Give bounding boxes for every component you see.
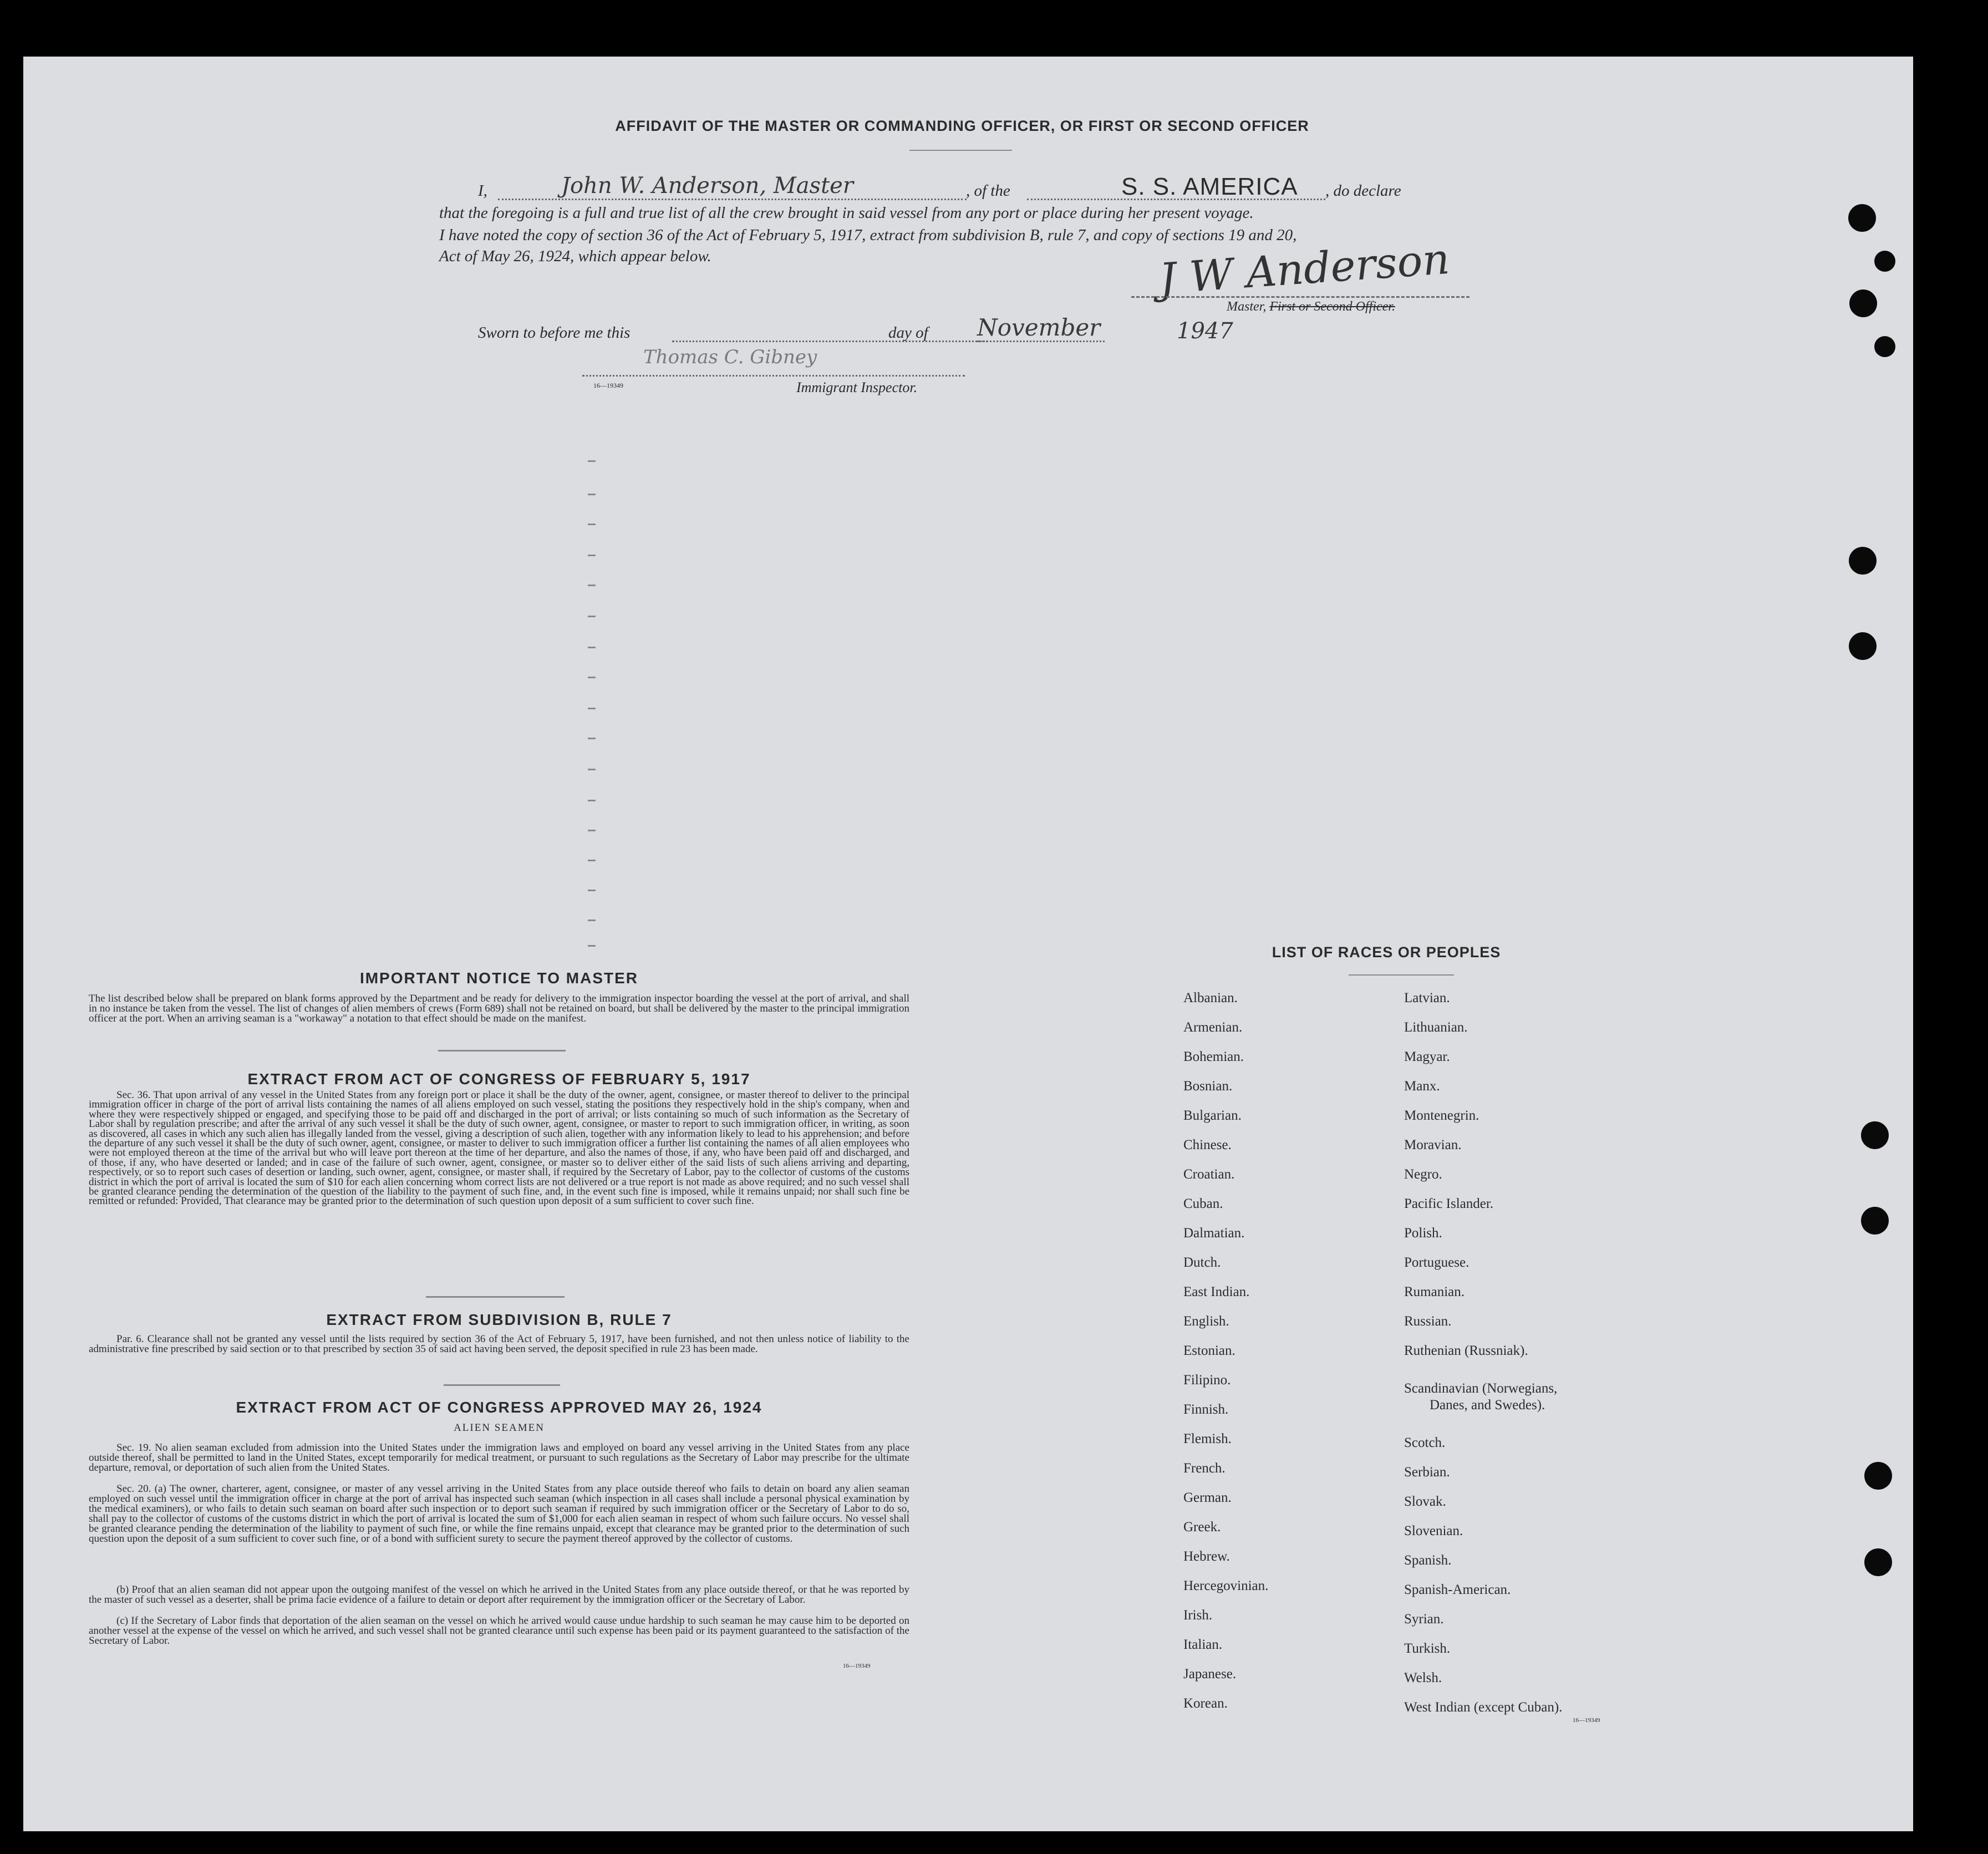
race-item: Montenegrin.	[1404, 1108, 1479, 1123]
race-item: Greek.	[1183, 1520, 1221, 1535]
punch-hole	[1849, 547, 1877, 575]
inspector-title: Immigrant Inspector.	[796, 379, 918, 395]
race-item: Korean.	[1183, 1696, 1228, 1711]
race-item: Welsh.	[1404, 1670, 1442, 1685]
sec-19-text: Sec. 19. No alien seaman excluded from admission into the United States under the immigration laws and employed on board any vessel arriving in the United States from any place outside thereof, shall be permitted to land in the United States, except temporarily for medical treatment, or pursuant to such regulations as the Secretary of Labor may prescribe for the ultimate departure, removal, or deportation of such alien from the United States.	[89, 1442, 909, 1474]
signature-title-struck: First or Second Officer.	[1269, 299, 1395, 314]
extract-1917-text: Sec. 36. That upon arrival of any vessel in the United States from any foreign port or place it shall be the duty of the owner, agent, consignee, or master thereof to deliver to the principal immigration officer in charge of the port of arrival lists containing the names of all aliens employed on such vessel, stating the positions they respectively hold in the ship's company, when and where they were respectively shipped or engaged, and specifying those to be paid off and discharged in the port of arrival; or lists containing so much of such information as the Secretary of Labor shall by regulation prescribe; and after the arrival of any such vessel it shall be the duty of such owner, agent, consignee, or master to report to such immigration officer, in writing, as soon as discovered, all cases in which any such alien has illegally landed from the vessel, giving a description of such alien, together with any information likely to lead to his apprehension; and before the departure of any such vessel it shall be the duty of such owner, agent, consignee, or master to deliver to such immigration officer a further list containing the names of all alien employees who were not employed thereon at the time of the arrival but who will leave port thereon at the time of her departure, and also the names of those, if any, who have been paid off and discharged, and of those, if any, who have deserted or landed; and in case of the failure of such owner, agent, consignee, or master so to deliver either of the said lists of such aliens arriving and departing, respectively, or so to report such cases of desertion or landing, such owner, agent, consignee, or master shall, if required by the Secretary of Labor, pay to the collector of customs of the customs district in which the port of arrival is located the sum of $10 for each alien concerning whom correct lists are not delivered or a true report is not made as above required; and no such vessel shall be granted clearance pending the determination of the question of the liability to the payment of such fine, and, in the event such fine is imposed, while it remains unpaid; nor shall such fine be remitted or refunded: Provided, That clearance may be granted prior to the determination of such question upon deposit of a sum sufficient to cover such fine.	[89, 1089, 909, 1207]
alien-seamen-subtitle: ALIEN SEAMEN	[454, 1422, 545, 1434]
declaration-line-4: Act of May 26, 1924, which appear below.	[439, 247, 711, 265]
margin-tick	[588, 585, 596, 586]
race-item: Armenian.	[1183, 1020, 1243, 1035]
race-item: Japanese.	[1183, 1667, 1237, 1682]
race-item: Manx.	[1404, 1079, 1440, 1094]
margin-tick	[588, 769, 596, 770]
race-item: Bosnian.	[1183, 1079, 1233, 1094]
sworn-label: Sworn to before me this	[478, 324, 631, 342]
race-item: Negro.	[1404, 1167, 1442, 1182]
margin-tick	[588, 460, 596, 462]
sec-20c-text: (c) If the Secretary of Labor finds that deportation of the alien seaman on the vessel on which he arrived would cause undue hardship to such seaman he may cause him to be deported on another vessel at the expense of the vessel on which he arrived, and such vessel shall not be granted clearance until such expense has been paid or its payment guaranteed to the satisfaction of the Secretary of Labor.	[89, 1615, 909, 1647]
race-item: Russian.	[1404, 1314, 1452, 1329]
punch-hole	[1861, 1121, 1889, 1149]
race-item: Cuban.	[1183, 1196, 1223, 1211]
race-item: Turkish.	[1404, 1641, 1451, 1656]
year-handwritten: 1947	[1177, 318, 1233, 344]
notice-title: IMPORTANT NOTICE TO MASTER	[359, 969, 639, 987]
race-item: Magyar.	[1404, 1049, 1450, 1064]
margin-tick	[588, 555, 596, 556]
race-item: Filipino.	[1183, 1373, 1231, 1388]
punch-hole	[1874, 336, 1895, 357]
race-item: Serbian.	[1404, 1465, 1450, 1480]
form-number-top: 16—19349	[593, 382, 623, 389]
race-item: French.	[1183, 1461, 1226, 1476]
master-signature: J W Anderson	[1157, 233, 1451, 304]
extract-rule7-title: EXTRACT FROM SUBDIVISION B, RULE 7	[326, 1311, 672, 1328]
race-item: Danes, and Swedes).	[1430, 1398, 1545, 1413]
of-the-label: , of the	[966, 182, 1010, 200]
month-handwritten: November	[977, 314, 1101, 341]
punch-hole	[1874, 251, 1895, 272]
race-item: English.	[1183, 1314, 1229, 1329]
race-item: West Indian (except Cuban).	[1404, 1700, 1563, 1715]
do-declare-label: , do declare	[1325, 182, 1401, 200]
extract-1917-title: EXTRACT FROM ACT OF CONGRESS OF FEBRUARY 5, 1917	[247, 1070, 751, 1088]
punch-hole	[1849, 632, 1877, 660]
race-item: Dalmatian.	[1183, 1226, 1245, 1241]
race-item: Spanish-American.	[1404, 1582, 1511, 1597]
race-item: Flemish.	[1183, 1431, 1232, 1446]
race-item: German.	[1183, 1490, 1232, 1505]
race-item: Bohemian.	[1183, 1049, 1244, 1064]
punch-hole	[1849, 289, 1877, 317]
declaration-line-1	[478, 173, 1487, 204]
race-item: Pacific Islander.	[1404, 1196, 1494, 1211]
punch-hole	[1864, 1548, 1892, 1576]
sec-20a-text: Sec. 20. (a) The owner, charterer, agent, consignee, or master of any vessel arriving in the United States from any place outside thereof who fails to detain on board any alien seaman employed on such vessel until the immigration officer in charge at the port of arrival has inspected such seaman (which inspection in all cases shall include a personal physical examination by the medical examiners), or who fails to detain such seaman on board after such inspection or to deport such seaman if required by such immigration officer or the Secretary of Labor to do so, shall pay to the collector of customs of the customs district in which the port of arrival is located the sum of $1,000 for each alien seaman in respect of whom such failure occurs. No vessel shall be granted clearance pending the determination of the liability to payment of such fine, or while the fine remains unpaid, except that clearance may be granted prior to the determination of such question upon the deposit of a sum sufficient to cover such fine, or of a bond with sufficient surety to secure the payment thereof approved by the collector of customs.	[89, 1483, 909, 1545]
extract-1924-title: EXTRACT FROM ACT OF CONGRESS APPROVED MAY 26, 1924	[236, 1399, 762, 1416]
margin-tick	[588, 616, 596, 617]
declaration-line-3: I have noted the copy of section 36 of the Act of February 5, 1917, extract from subdivision B, rule 7, and copy of sections 19 and 20,	[439, 226, 1297, 244]
inspector-signature: Thomas C. Gibney	[643, 346, 817, 368]
races-title-underline	[1349, 974, 1454, 976]
race-item: Lithuanian.	[1404, 1020, 1468, 1035]
margin-tick	[588, 494, 596, 495]
pronoun-i: I,	[478, 182, 487, 200]
punch-hole	[1861, 1207, 1889, 1235]
races-title: LIST OF RACES OR PEOPLES	[1272, 944, 1501, 961]
vessel-name: S. S. AMERICA	[1121, 173, 1298, 200]
form-number-left: 16—19349	[843, 1663, 871, 1669]
margin-tick	[588, 860, 596, 861]
margin-tick	[588, 738, 596, 739]
margin-tick	[588, 890, 596, 891]
margin-tick	[588, 920, 596, 921]
divider	[438, 1050, 566, 1052]
race-item: Polish.	[1404, 1226, 1442, 1241]
margin-tick	[588, 945, 596, 947]
title-underline	[909, 150, 1012, 151]
race-item: Irish.	[1183, 1608, 1213, 1623]
divider	[426, 1296, 565, 1298]
sworn-line	[478, 314, 1254, 355]
margin-tick	[588, 647, 596, 648]
race-item: Latvian.	[1404, 991, 1450, 1005]
signature-line	[1131, 296, 1470, 298]
punch-hole	[1848, 204, 1876, 232]
race-item: Finnish.	[1183, 1402, 1229, 1417]
affidavit-title: AFFIDAVIT OF THE MASTER OR COMMANDING OFFICER, OR FIRST OR SECOND OFFICER	[615, 118, 1309, 134]
race-item: Spanish.	[1404, 1553, 1452, 1568]
margin-tick	[588, 830, 596, 831]
margin-tick	[588, 800, 596, 801]
race-item: Hebrew.	[1183, 1549, 1230, 1564]
declaration-line-2: that the foregoing is a full and true list of all the crew brought in said vessel from any port or place during her present voyage.	[439, 204, 1254, 222]
sec-20b-text: (b) Proof that an alien seaman did not appear upon the outgoing manifest of the vessel on which he arrived in the United States from any place outside thereof, or that he was reported by the master of such vessel as a deserter, shall be prima facie evidence of a failure to detain or deport after requirement by the immigration officer or the Secretary of Labor.	[89, 1584, 909, 1606]
margin-tick	[588, 708, 596, 709]
race-item: Estonian.	[1183, 1343, 1235, 1358]
form-number-right: 16—19349	[1573, 1717, 1600, 1724]
notice-text: The list described below shall be prepared on blank forms approved by the Department and be ready for delivery to the immigration inspector boarding the vessel at the port of arrival, and shall in no instance be taken from the vessel. The list of changes of alien members of crews (Form 689) shall not be retained on board, but shall be delivered by the master to the principal immigration officer at the port. When an arriving seaman is a "workaway" a notation to that effect should be made on the manifest.	[89, 993, 909, 1024]
signature-title	[1227, 299, 1395, 314]
punch-hole	[1864, 1462, 1892, 1490]
extract-rule7-text: Par. 6. Clearance shall not be granted any vessel until the lists required by section 36 of the Act of February 5, 1917, have been furnished, and not then unless notice of liability to the administrative fine prescribed by said section or to that prescribed by section 35 of said act having been served, the deposit specified in rule 23 has been made.	[89, 1333, 909, 1355]
race-item: Scandinavian (Norwegians,	[1404, 1381, 1558, 1396]
race-item: Slovak.	[1404, 1494, 1446, 1509]
inspector-signature-line	[582, 375, 965, 377]
margin-tick	[588, 677, 596, 678]
race-item: Croatian.	[1183, 1167, 1235, 1182]
race-item: Syrian.	[1404, 1612, 1444, 1627]
race-item: Bulgarian.	[1183, 1108, 1242, 1123]
race-item: Ruthenian (Russniak).	[1404, 1343, 1528, 1358]
race-item: Chinese.	[1183, 1137, 1232, 1152]
divider	[444, 1384, 560, 1386]
race-item: Albanian.	[1183, 991, 1238, 1005]
day-of-label: day of	[888, 324, 928, 342]
race-item: Rumanian.	[1404, 1284, 1465, 1299]
race-item: Dutch.	[1183, 1255, 1221, 1270]
signature-title-master: Master,	[1227, 299, 1267, 314]
race-item: Portuguese.	[1404, 1255, 1470, 1270]
race-item: Slovenian.	[1404, 1523, 1463, 1538]
race-item: Hercegovinian.	[1183, 1578, 1269, 1593]
race-item: Italian.	[1183, 1637, 1223, 1652]
race-item: Moravian.	[1404, 1137, 1462, 1152]
race-item: Scotch.	[1404, 1435, 1446, 1450]
race-item: East Indian.	[1183, 1284, 1250, 1299]
master-name: John W. Anderson, Master	[561, 173, 853, 199]
margin-tick	[588, 524, 596, 525]
